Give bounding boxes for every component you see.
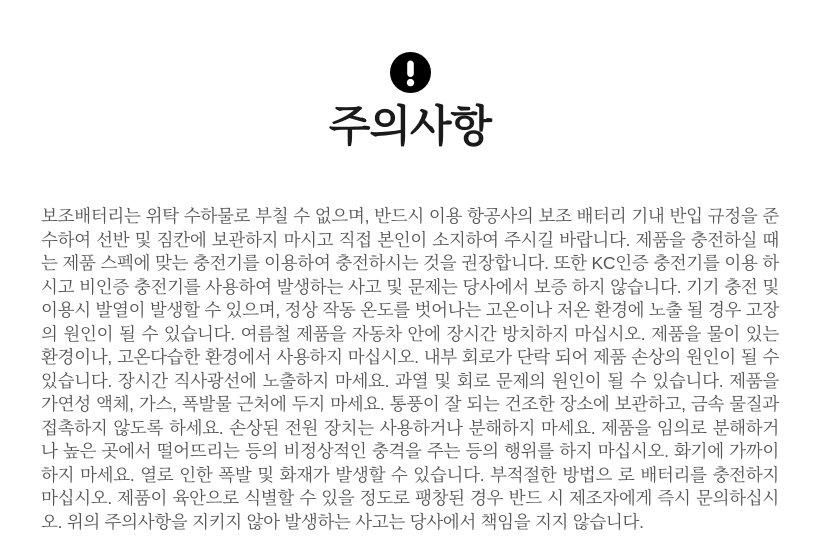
notice-body-text: 보조배터리는 위탁 수하물로 부칠 수 없으며, 반드시 이용 항공사의 보조 배터리 기내 반입 규정을 준수하여 선반 및 짐칸에 보관하지 마시고 직접 본인이 소지하여 주시길 바랍니다. 제품을 충전하실 때는 제품 스펙에 맞는 충전기를 이용하여 충전하시는 것을 권장합니다. 또한 KC인증 충전기를 이용 하시고 비인증 충전기를 사용하여 발생하는 사고 및 문제는 당사에서 보증 하지 않습니다. 기기 충전 및 이용시 발열이 발생할 수 있으며, 정상 작동 온도를 벗어나는 고온이나 저온 환경에 노출 될 경우 고장의 원인이 될 수 있습니다. 여름철 제품을 자동차 안에 장시간 방치하지 마십시오. 제품을 물이 있는 환경이나, 고온다습한 환경에서 사용하지 마십시오. 내부 회로가 단락 되어 제품 손상의 원인이 될 수 있습니다. 장시간 직사광선에 노출하지 마세요. 과열 및 회로 문제의 원인이 될 수 있습니다. 제품을 가연성 액체, 가스, 폭발물 근처에 두지 마세요. 통풍이 잘 되는 건조한 장소에 보관하고, 금속 물질과 접촉하지 않도록 하세요. 손상된 전원 장치는 사용하거나 분해하지 마세요. 제품을 임의로 분해하거나 높은 곳에서 떨어뜨리는 등의 비정상적인 충격을 주는 등의 행위를 하지 마십시오. 화기에 가까이 하지 마세요. 열로 인한 폭발 및 화재가 발생할 수 있습니다. 부적절한 방법으 로 배터리를 충전하지 마십시오. 제품이 육안으로 식별할 수 있을 정도로 팽창된 경우 반드 시 제조자에게 즉시 문의하십시오. 위의 주의사항을 지키지 않아 발생하는 사고는 당사에서 책임을 지지 않습니다.	[41, 206, 779, 532]
notice-title: 주의사항	[328, 103, 492, 151]
exclamation-circle-icon	[390, 52, 431, 93]
notice-header	[0, 0, 820, 151]
